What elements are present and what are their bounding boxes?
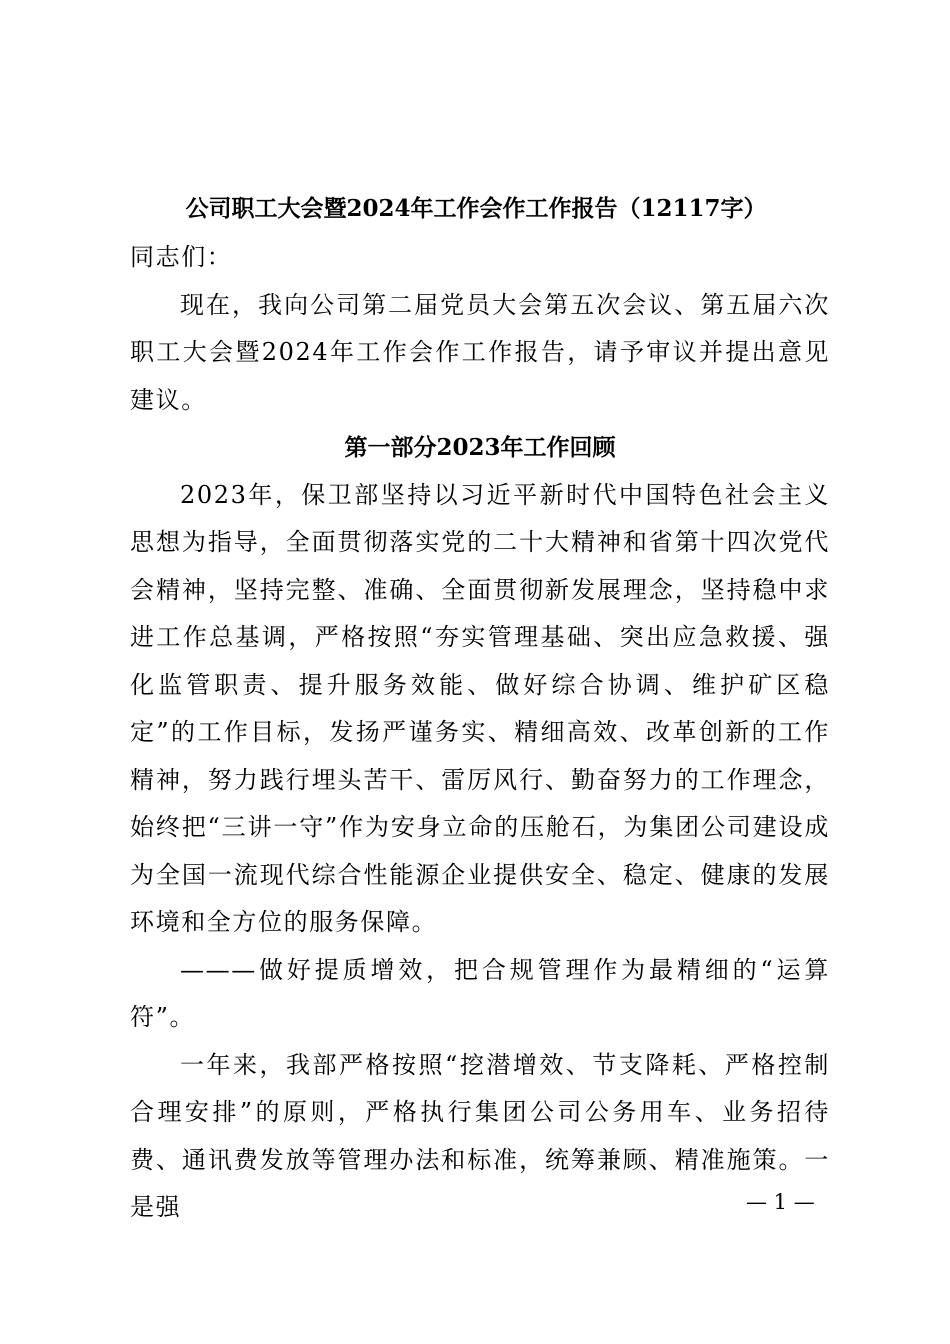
document-body xyxy=(130,234,830,1232)
review-paragraph: 2023年，保卫部坚持以习近平新时代中国特色社会主义思想为指导，全面贯彻落实党的二十大精神和省第十四次党代会精神，坚持完整、准确、全面贯彻新发展理念，坚持稳中求进工作总基调，严格按照“夯实管理基础、突出应急救援、强化监管职责、提升服务效能、做好综合协调、维护矿区稳定”的工作目标，发扬严谨务实、精细高效、改革创新的工作精神，努力践行埋头苦干、雷厉风行、勤奋努力的工作理念，始终把“三讲一守”作为安身立命的压舱石，为集团公司建设成为全国一流现代综合性能源企业提供安全、稳定、健康的发展环境和全方位的服务保障。 xyxy=(130,480,830,936)
salutation: 同志们： xyxy=(130,243,233,271)
detail-paragraph: 一年来，我部严格按照“挖潜增效、节支降耗、严格控制合理安排”的原则，严格执行集团公司公务用车、业务招待费、通讯费发放等管理办法和标准，统筹兼顾、精准施策。一是强 xyxy=(130,1050,830,1221)
section-heading: 第一部分2023年工作回顾 xyxy=(344,434,616,461)
subheading-paragraph: ———做好提质增效，把合规管理作为最精细的“运算符”。 xyxy=(130,955,830,1031)
intro-paragraph: 现在，我向公司第二届党员大会第五次会议、第五届六次职工大会暨2024年工作会作工作报告，请予审议并提出意见建议。 xyxy=(130,290,830,414)
document-title: 公司职工大会暨2024年工作会作工作报告（12117字） xyxy=(185,195,767,222)
page-number: — 1 — xyxy=(746,1190,815,1214)
